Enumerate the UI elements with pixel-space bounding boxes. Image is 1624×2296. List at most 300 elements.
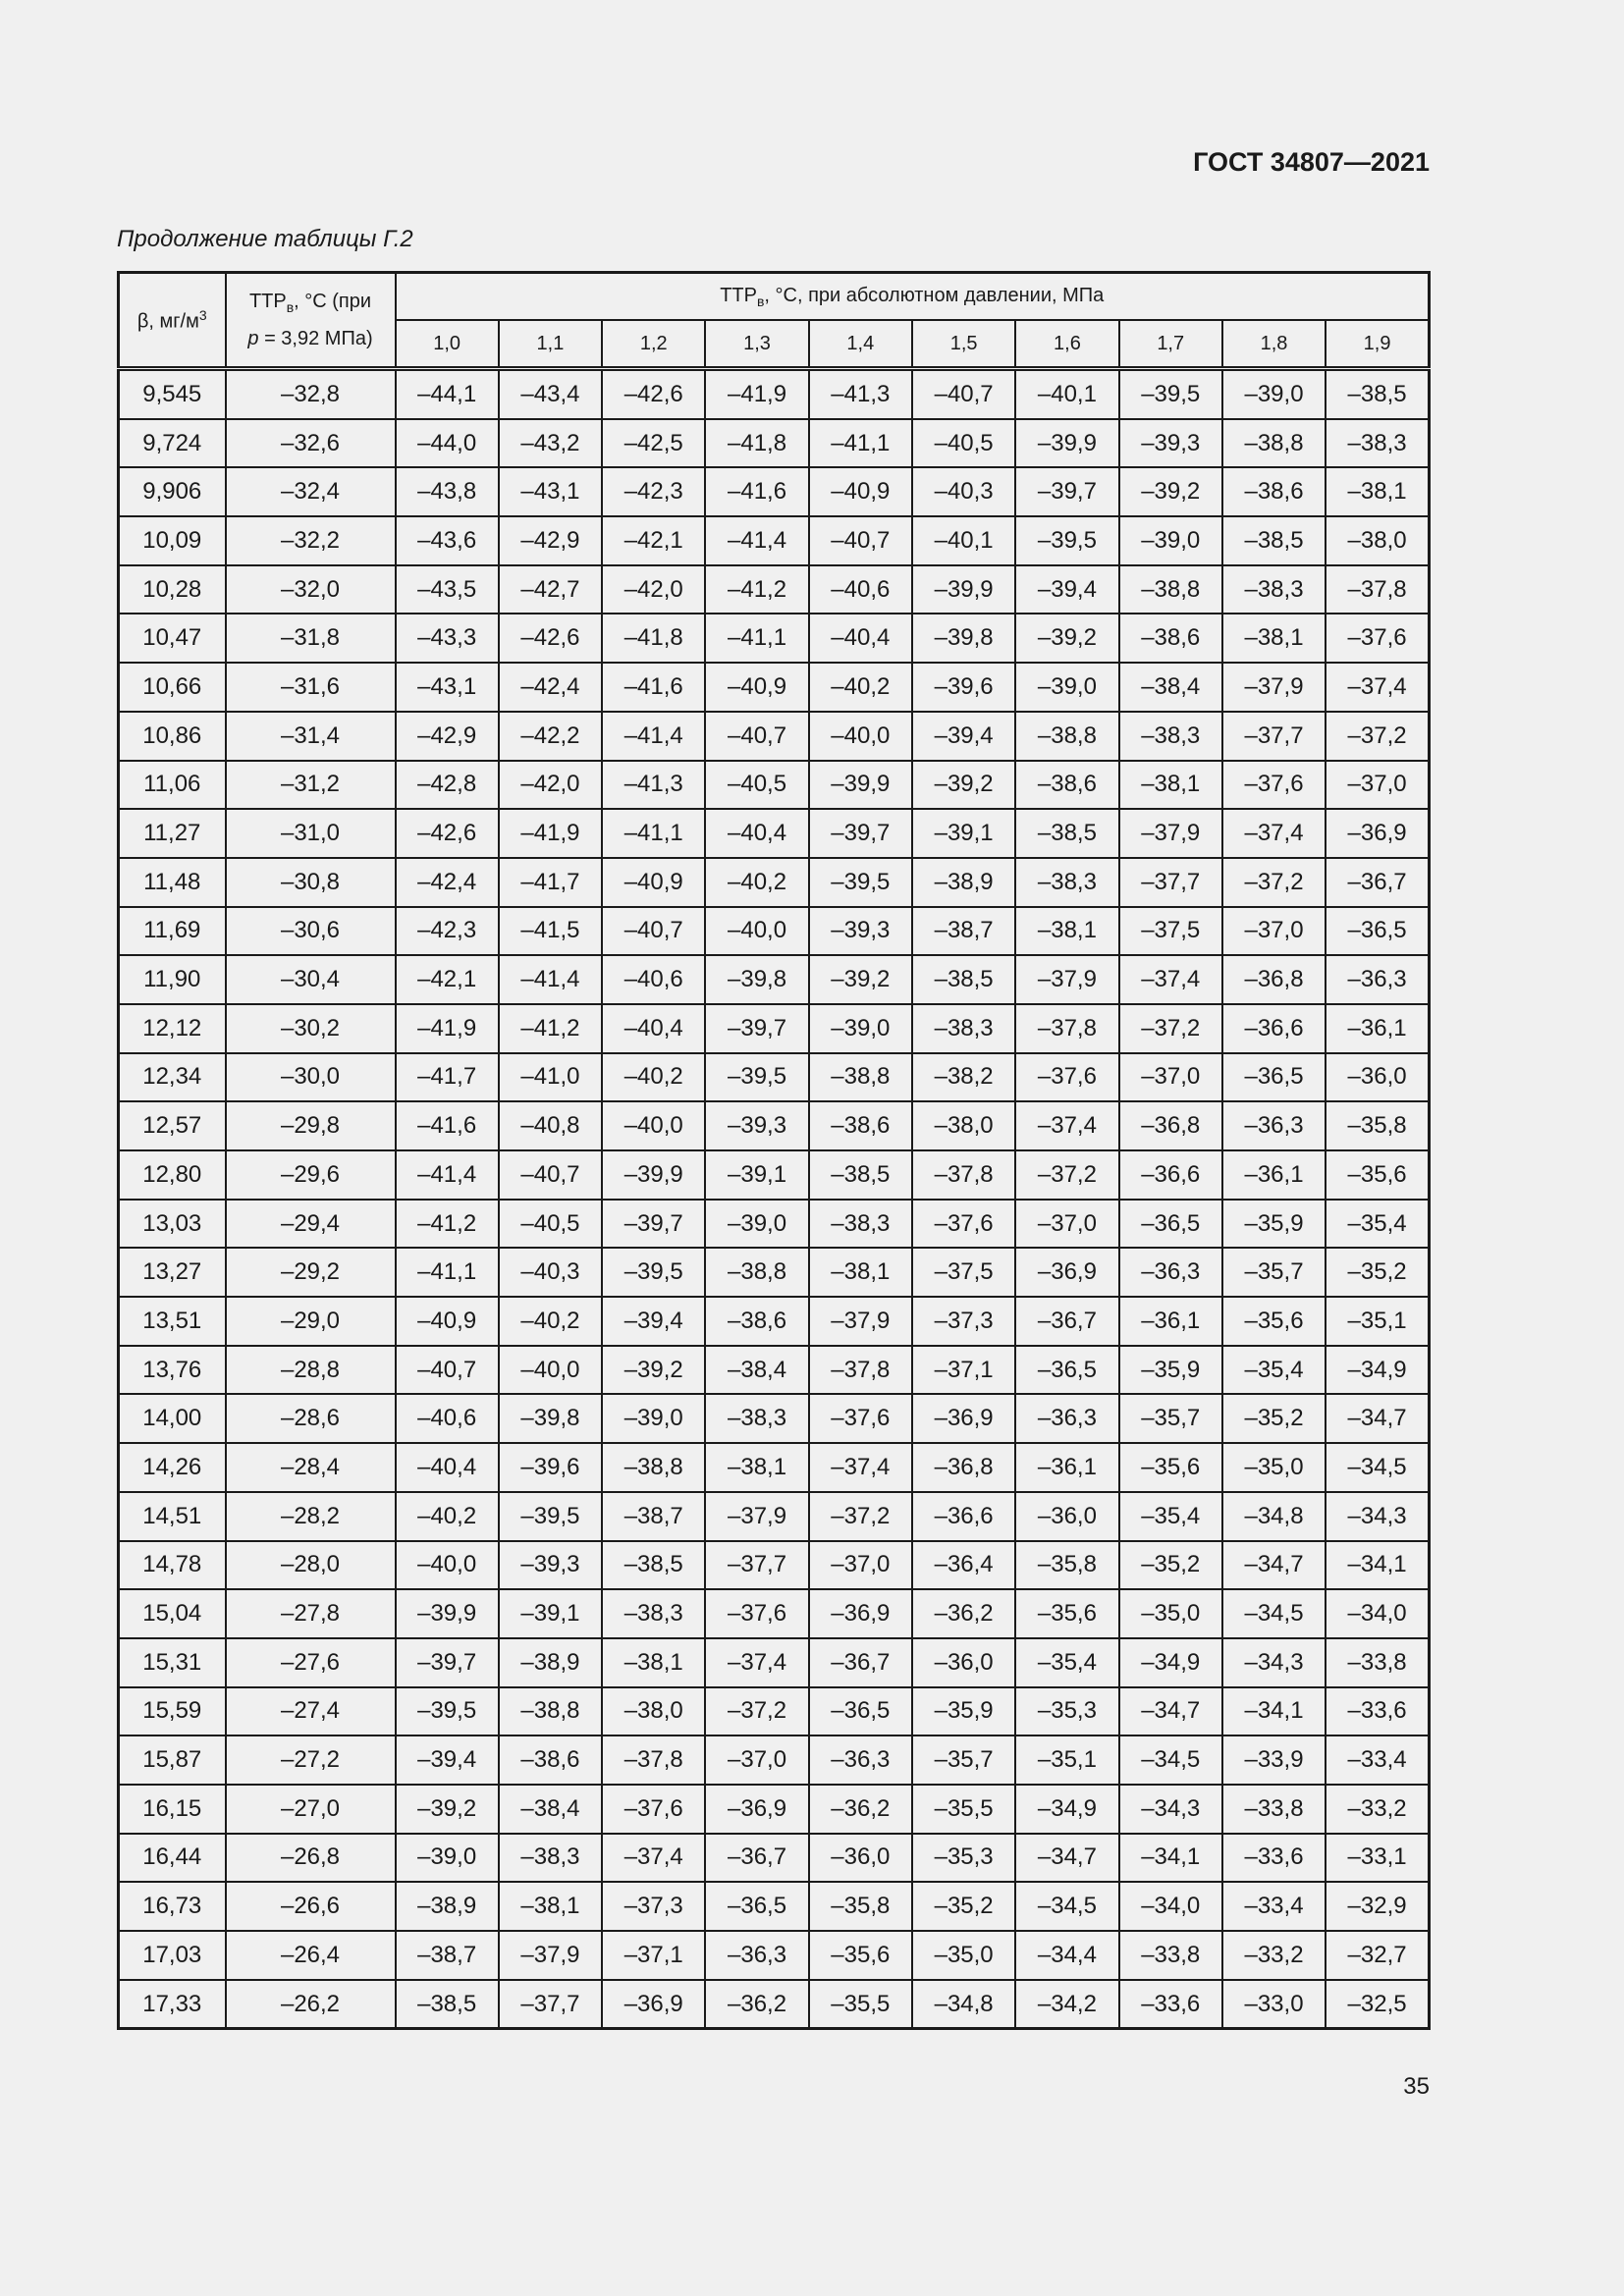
cell-ttr-value: –38,5 bbox=[1015, 809, 1118, 858]
cell-ttr-value: –40,1 bbox=[1015, 369, 1118, 419]
cell-ttr-value: –33,8 bbox=[1326, 1638, 1429, 1687]
cell-ttr-reference: –32,0 bbox=[226, 565, 396, 614]
cell-ttr-value: –37,2 bbox=[705, 1687, 808, 1736]
cell-ttr-value: –39,5 bbox=[396, 1687, 499, 1736]
cell-ttr-value: –40,9 bbox=[809, 467, 912, 516]
table-row bbox=[119, 1443, 1430, 1492]
cell-beta: 10,66 bbox=[119, 663, 226, 712]
table-row bbox=[119, 1882, 1430, 1931]
cell-ttr-value: –38,3 bbox=[602, 1589, 705, 1638]
cell-ttr-value: –40,7 bbox=[499, 1150, 602, 1200]
cell-beta: 11,27 bbox=[119, 809, 226, 858]
cell-ttr-reference: –28,2 bbox=[226, 1492, 396, 1541]
cell-ttr-value: –41,4 bbox=[499, 955, 602, 1004]
cell-ttr-value: –41,2 bbox=[705, 565, 808, 614]
cell-ttr-value: –39,0 bbox=[809, 1004, 912, 1053]
cell-ttr-reference: –31,2 bbox=[226, 761, 396, 810]
cell-ttr-value: –34,7 bbox=[1222, 1541, 1326, 1590]
cell-ttr-value: –38,2 bbox=[912, 1053, 1015, 1102]
ttr-ref-suffix: , °С (при bbox=[294, 291, 372, 312]
cell-ttr-value: –41,1 bbox=[602, 809, 705, 858]
cell-ttr-value: –34,3 bbox=[1326, 1492, 1429, 1541]
header-beta bbox=[119, 273, 226, 369]
cell-ttr-value: –37,8 bbox=[1326, 565, 1429, 614]
cell-ttr-value: –42,5 bbox=[602, 419, 705, 468]
cell-ttr-value: –37,6 bbox=[602, 1785, 705, 1834]
cell-ttr-value: –37,8 bbox=[602, 1735, 705, 1785]
cell-ttr-value: –37,6 bbox=[912, 1200, 1015, 1249]
cell-ttr-reference: –29,0 bbox=[226, 1297, 396, 1346]
cell-ttr-value: –36,9 bbox=[1326, 809, 1429, 858]
cell-ttr-value: –32,7 bbox=[1326, 1931, 1429, 1980]
header-ttr-reference bbox=[226, 273, 396, 369]
cell-ttr-value: –38,5 bbox=[809, 1150, 912, 1200]
cell-ttr-value: –39,7 bbox=[809, 809, 912, 858]
cell-ttr-value: –37,5 bbox=[1119, 907, 1222, 956]
cell-ttr-value: –37,8 bbox=[912, 1150, 1015, 1200]
cell-ttr-value: –39,0 bbox=[1222, 369, 1326, 419]
cell-ttr-value: –36,2 bbox=[705, 1980, 808, 2029]
cell-ttr-value: –38,3 bbox=[1326, 419, 1429, 468]
cell-ttr-value: –41,2 bbox=[396, 1200, 499, 1249]
cell-ttr-value: –34,4 bbox=[1015, 1931, 1118, 1980]
cell-ttr-value: –37,9 bbox=[705, 1492, 808, 1541]
cell-ttr-value: –38,7 bbox=[602, 1492, 705, 1541]
cell-ttr-value: –39,0 bbox=[705, 1200, 808, 1249]
cell-ttr-value: –39,7 bbox=[1015, 467, 1118, 516]
cell-ttr-value: –35,5 bbox=[912, 1785, 1015, 1834]
table-row bbox=[119, 712, 1430, 761]
cell-ttr-value: –41,6 bbox=[602, 663, 705, 712]
cell-ttr-value: –39,9 bbox=[1015, 419, 1118, 468]
cell-ttr-value: –37,7 bbox=[1222, 712, 1326, 761]
cell-ttr-value: –35,4 bbox=[1326, 1200, 1429, 1249]
cell-ttr-value: –39,4 bbox=[396, 1735, 499, 1785]
cell-beta: 14,00 bbox=[119, 1394, 226, 1443]
cell-ttr-reference: –29,6 bbox=[226, 1150, 396, 1200]
cell-ttr-value: –33,2 bbox=[1222, 1931, 1326, 1980]
cell-ttr-value: –37,0 bbox=[705, 1735, 808, 1785]
cell-ttr-value: –36,3 bbox=[1119, 1248, 1222, 1297]
cell-ttr-reference: –30,0 bbox=[226, 1053, 396, 1102]
cell-ttr-value: –37,1 bbox=[602, 1931, 705, 1980]
cell-ttr-value: –38,1 bbox=[1222, 614, 1326, 663]
cell-ttr-value: –36,1 bbox=[1222, 1150, 1326, 1200]
cell-ttr-value: –38,6 bbox=[1119, 614, 1222, 663]
cell-ttr-value: –40,9 bbox=[396, 1297, 499, 1346]
cell-ttr-value: –35,6 bbox=[1222, 1297, 1326, 1346]
cell-ttr-value: –41,8 bbox=[602, 614, 705, 663]
cell-ttr-value: –35,9 bbox=[1222, 1200, 1326, 1249]
cell-ttr-reference: –32,4 bbox=[226, 467, 396, 516]
cell-ttr-value: –36,9 bbox=[705, 1785, 808, 1834]
table-row bbox=[119, 1834, 1430, 1883]
header-beta-sup: 3 bbox=[198, 306, 207, 323]
cell-ttr-value: –37,4 bbox=[602, 1834, 705, 1883]
table-row bbox=[119, 516, 1430, 565]
cell-ttr-reference: –28,0 bbox=[226, 1541, 396, 1590]
cell-ttr-reference: –28,8 bbox=[226, 1346, 396, 1395]
cell-ttr-value: –40,0 bbox=[809, 712, 912, 761]
ttr-ref-sub: в bbox=[286, 299, 295, 315]
cell-ttr-value: –34,7 bbox=[1326, 1394, 1429, 1443]
page-number: 35 bbox=[1403, 2073, 1430, 2100]
cell-ttr-value: –34,5 bbox=[1222, 1589, 1326, 1638]
cell-ttr-value: –34,7 bbox=[1119, 1687, 1222, 1736]
cell-ttr-value: –40,6 bbox=[809, 565, 912, 614]
cell-ttr-value: –41,2 bbox=[499, 1004, 602, 1053]
cell-ttr-value: –42,2 bbox=[499, 712, 602, 761]
cell-ttr-value: –35,2 bbox=[1222, 1394, 1326, 1443]
table-row bbox=[119, 1200, 1430, 1249]
cell-ttr-value: –40,7 bbox=[809, 516, 912, 565]
cell-ttr-value: –43,8 bbox=[396, 467, 499, 516]
header-pressure-group bbox=[396, 273, 1430, 321]
cell-ttr-value: –39,7 bbox=[705, 1004, 808, 1053]
cell-ttr-value: –36,1 bbox=[1326, 1004, 1429, 1053]
cell-ttr-value: –36,0 bbox=[809, 1834, 912, 1883]
cell-ttr-value: –36,9 bbox=[1015, 1248, 1118, 1297]
cell-ttr-value: –33,4 bbox=[1222, 1882, 1326, 1931]
cell-ttr-value: –41,8 bbox=[705, 419, 808, 468]
cell-beta: 13,76 bbox=[119, 1346, 226, 1395]
cell-ttr-value: –39,4 bbox=[602, 1297, 705, 1346]
cell-ttr-value: –38,8 bbox=[499, 1687, 602, 1736]
cell-ttr-value: –35,8 bbox=[1326, 1101, 1429, 1150]
cell-ttr-value: –35,0 bbox=[1222, 1443, 1326, 1492]
cell-ttr-value: –35,6 bbox=[1119, 1443, 1222, 1492]
cell-ttr-value: –42,6 bbox=[396, 809, 499, 858]
cell-ttr-value: –36,7 bbox=[1015, 1297, 1118, 1346]
cell-ttr-value: –40,2 bbox=[499, 1297, 602, 1346]
cell-ttr-value: –38,6 bbox=[499, 1735, 602, 1785]
cell-ttr-value: –38,9 bbox=[912, 858, 1015, 907]
cell-beta: 11,90 bbox=[119, 955, 226, 1004]
cell-ttr-value: –37,2 bbox=[1015, 1150, 1118, 1200]
cell-ttr-value: –34,1 bbox=[1326, 1541, 1429, 1590]
cell-ttr-value: –33,4 bbox=[1326, 1735, 1429, 1785]
cell-ttr-value: –36,5 bbox=[1222, 1053, 1326, 1102]
cell-ttr-value: –38,1 bbox=[705, 1443, 808, 1492]
cell-ttr-value: –41,9 bbox=[499, 809, 602, 858]
cell-ttr-reference: –29,4 bbox=[226, 1200, 396, 1249]
cell-ttr-value: –39,1 bbox=[705, 1150, 808, 1200]
cell-ttr-value: –41,4 bbox=[396, 1150, 499, 1200]
cell-ttr-value: –39,3 bbox=[705, 1101, 808, 1150]
table-row bbox=[119, 1004, 1430, 1053]
cell-ttr-value: –43,4 bbox=[499, 369, 602, 419]
cell-ttr-reference: –31,8 bbox=[226, 614, 396, 663]
cell-ttr-value: –43,2 bbox=[499, 419, 602, 468]
table-caption: Продолжение таблицы Г.2 bbox=[117, 226, 413, 252]
cell-ttr-value: –40,8 bbox=[499, 1101, 602, 1150]
cell-ttr-value: –36,0 bbox=[1015, 1492, 1118, 1541]
table-row bbox=[119, 419, 1430, 468]
header-pressure-1: 1,1 bbox=[499, 320, 602, 369]
cell-ttr-value: –39,8 bbox=[705, 955, 808, 1004]
cell-ttr-value: –38,7 bbox=[912, 907, 1015, 956]
cell-ttr-value: –40,4 bbox=[809, 614, 912, 663]
cell-ttr-reference: –27,0 bbox=[226, 1785, 396, 1834]
cell-ttr-value: –35,0 bbox=[1119, 1589, 1222, 1638]
ttr-ref-prefix: ТТР bbox=[248, 291, 287, 312]
cell-ttr-value: –33,0 bbox=[1222, 1980, 1326, 2029]
cell-beta: 12,12 bbox=[119, 1004, 226, 1053]
cell-ttr-value: –33,6 bbox=[1326, 1687, 1429, 1736]
cell-ttr-value: –41,1 bbox=[705, 614, 808, 663]
cell-ttr-value: –39,3 bbox=[809, 907, 912, 956]
cell-ttr-value: –36,0 bbox=[912, 1638, 1015, 1687]
cell-ttr-value: –40,7 bbox=[396, 1346, 499, 1395]
table-row bbox=[119, 1687, 1430, 1736]
cell-ttr-value: –36,4 bbox=[912, 1541, 1015, 1590]
cell-ttr-value: –40,0 bbox=[705, 907, 808, 956]
cell-ttr-value: –38,6 bbox=[809, 1101, 912, 1150]
cell-beta: 14,26 bbox=[119, 1443, 226, 1492]
cell-ttr-value: –37,7 bbox=[705, 1541, 808, 1590]
cell-ttr-value: –38,1 bbox=[1119, 761, 1222, 810]
cell-ttr-value: –38,5 bbox=[1326, 369, 1429, 419]
cell-ttr-value: –38,8 bbox=[705, 1248, 808, 1297]
cell-beta: 11,69 bbox=[119, 907, 226, 956]
table-row bbox=[119, 1541, 1430, 1590]
table-row bbox=[119, 1589, 1430, 1638]
cell-beta: 13,27 bbox=[119, 1248, 226, 1297]
header-pressure-9: 1,9 bbox=[1326, 320, 1429, 369]
cell-ttr-value: –42,4 bbox=[499, 663, 602, 712]
cell-ttr-value: –38,9 bbox=[396, 1882, 499, 1931]
cell-ttr-value: –35,1 bbox=[1015, 1735, 1118, 1785]
cell-ttr-value: –33,2 bbox=[1326, 1785, 1429, 1834]
cell-ttr-value: –36,3 bbox=[809, 1735, 912, 1785]
cell-ttr-value: –34,1 bbox=[1222, 1687, 1326, 1736]
cell-ttr-value: –37,9 bbox=[1015, 955, 1118, 1004]
cell-ttr-value: –35,2 bbox=[912, 1882, 1015, 1931]
cell-ttr-value: –36,5 bbox=[1119, 1200, 1222, 1249]
cell-ttr-value: –43,6 bbox=[396, 516, 499, 565]
cell-ttr-value: –39,9 bbox=[602, 1150, 705, 1200]
cell-ttr-value: –41,4 bbox=[602, 712, 705, 761]
cell-ttr-value: –35,6 bbox=[809, 1931, 912, 1980]
cell-ttr-value: –37,9 bbox=[1222, 663, 1326, 712]
cell-beta: 15,59 bbox=[119, 1687, 226, 1736]
cell-ttr-value: –42,1 bbox=[602, 516, 705, 565]
table-row bbox=[119, 1248, 1430, 1297]
cell-ttr-value: –39,0 bbox=[1119, 516, 1222, 565]
cell-beta: 11,06 bbox=[119, 761, 226, 810]
cell-ttr-value: –42,6 bbox=[602, 369, 705, 419]
cell-ttr-value: –37,3 bbox=[602, 1882, 705, 1931]
cell-ttr-value: –36,6 bbox=[1222, 1004, 1326, 1053]
cell-ttr-value: –37,9 bbox=[499, 1931, 602, 1980]
cell-ttr-value: –37,4 bbox=[809, 1443, 912, 1492]
cell-ttr-value: –35,7 bbox=[1222, 1248, 1326, 1297]
cell-ttr-reference: –30,6 bbox=[226, 907, 396, 956]
cell-ttr-value: –37,6 bbox=[1222, 761, 1326, 810]
cell-ttr-value: –38,3 bbox=[1015, 858, 1118, 907]
cell-ttr-value: –37,7 bbox=[1119, 858, 1222, 907]
cell-ttr-value: –35,7 bbox=[912, 1735, 1015, 1785]
cell-ttr-value: –41,3 bbox=[602, 761, 705, 810]
cell-ttr-value: –41,3 bbox=[809, 369, 912, 419]
cell-ttr-value: –37,4 bbox=[1119, 955, 1222, 1004]
cell-beta: 9,545 bbox=[119, 369, 226, 419]
cell-ttr-value: –36,6 bbox=[912, 1492, 1015, 1541]
cell-ttr-value: –41,5 bbox=[499, 907, 602, 956]
cell-ttr-reference: –26,6 bbox=[226, 1882, 396, 1931]
cell-beta: 13,03 bbox=[119, 1200, 226, 1249]
cell-ttr-reference: –29,2 bbox=[226, 1248, 396, 1297]
cell-ttr-value: –34,0 bbox=[1119, 1882, 1222, 1931]
cell-beta: 10,47 bbox=[119, 614, 226, 663]
cell-ttr-value: –37,0 bbox=[1119, 1053, 1222, 1102]
cell-ttr-value: –38,0 bbox=[1326, 516, 1429, 565]
cell-ttr-value: –38,8 bbox=[809, 1053, 912, 1102]
table-row bbox=[119, 1785, 1430, 1834]
cell-beta: 10,28 bbox=[119, 565, 226, 614]
cell-ttr-value: –41,6 bbox=[396, 1101, 499, 1150]
cell-ttr-value: –40,4 bbox=[705, 809, 808, 858]
cell-ttr-value: –40,7 bbox=[602, 907, 705, 956]
cell-ttr-value: –35,6 bbox=[1015, 1589, 1118, 1638]
cell-ttr-reference: –30,2 bbox=[226, 1004, 396, 1053]
cell-ttr-value: –39,2 bbox=[912, 761, 1015, 810]
table-row bbox=[119, 369, 1430, 419]
cell-ttr-value: –34,9 bbox=[1119, 1638, 1222, 1687]
cell-ttr-value: –35,9 bbox=[1119, 1346, 1222, 1395]
cell-ttr-value: –37,2 bbox=[1222, 858, 1326, 907]
table-row bbox=[119, 1394, 1430, 1443]
table-row bbox=[119, 809, 1430, 858]
cell-ttr-value: –38,5 bbox=[602, 1541, 705, 1590]
cell-ttr-value: –35,4 bbox=[1119, 1492, 1222, 1541]
cell-ttr-value: –36,5 bbox=[705, 1882, 808, 1931]
cell-ttr-value: –40,5 bbox=[705, 761, 808, 810]
cell-ttr-value: –36,5 bbox=[1326, 907, 1429, 956]
cell-ttr-value: –41,7 bbox=[499, 858, 602, 907]
cell-ttr-value: –36,1 bbox=[1015, 1443, 1118, 1492]
cell-ttr-value: –38,8 bbox=[602, 1443, 705, 1492]
cell-ttr-value: –33,6 bbox=[1222, 1834, 1326, 1883]
cell-ttr-value: –37,4 bbox=[1015, 1101, 1118, 1150]
cell-ttr-value: –39,5 bbox=[1015, 516, 1118, 565]
cell-ttr-value: –37,0 bbox=[1222, 907, 1326, 956]
cell-ttr-value: –37,9 bbox=[1119, 809, 1222, 858]
table-row bbox=[119, 955, 1430, 1004]
cell-ttr-value: –39,4 bbox=[1015, 565, 1118, 614]
cell-ttr-value: –35,3 bbox=[912, 1834, 1015, 1883]
cell-ttr-value: –43,3 bbox=[396, 614, 499, 663]
cell-beta: 14,78 bbox=[119, 1541, 226, 1590]
cell-ttr-value: –35,0 bbox=[912, 1931, 1015, 1980]
cell-ttr-value: –38,3 bbox=[1222, 565, 1326, 614]
table-row bbox=[119, 467, 1430, 516]
cell-ttr-value: –36,5 bbox=[1015, 1346, 1118, 1395]
header-pressure-6: 1,6 bbox=[1015, 320, 1118, 369]
cell-ttr-value: –36,7 bbox=[809, 1638, 912, 1687]
cell-ttr-reference: –31,4 bbox=[226, 712, 396, 761]
cell-ttr-value: –40,2 bbox=[705, 858, 808, 907]
cell-ttr-value: –34,5 bbox=[1326, 1443, 1429, 1492]
cell-ttr-value: –37,3 bbox=[912, 1297, 1015, 1346]
cell-beta: 17,03 bbox=[119, 1931, 226, 1980]
cell-ttr-value: –37,8 bbox=[809, 1346, 912, 1395]
cell-ttr-value: –38,3 bbox=[912, 1004, 1015, 1053]
cell-ttr-value: –36,8 bbox=[1222, 955, 1326, 1004]
cell-ttr-value: –35,9 bbox=[912, 1687, 1015, 1736]
cell-ttr-value: –36,9 bbox=[602, 1980, 705, 2029]
cell-ttr-value: –36,7 bbox=[705, 1834, 808, 1883]
cell-ttr-value: –42,9 bbox=[499, 516, 602, 565]
cell-ttr-value: –34,5 bbox=[1119, 1735, 1222, 1785]
cell-ttr-reference: –28,4 bbox=[226, 1443, 396, 1492]
cell-ttr-value: –35,6 bbox=[1326, 1150, 1429, 1200]
cell-ttr-reference: –30,8 bbox=[226, 858, 396, 907]
cell-ttr-value: –40,2 bbox=[809, 663, 912, 712]
header-pressure-8: 1,8 bbox=[1222, 320, 1326, 369]
cell-ttr-value: –34,3 bbox=[1222, 1638, 1326, 1687]
cell-ttr-reference: –29,8 bbox=[226, 1101, 396, 1150]
cell-ttr-value: –39,6 bbox=[499, 1443, 602, 1492]
cell-ttr-reference: –32,6 bbox=[226, 419, 396, 468]
cell-ttr-value: –38,6 bbox=[705, 1297, 808, 1346]
cell-ttr-value: –40,0 bbox=[499, 1346, 602, 1395]
cell-ttr-value: –38,4 bbox=[1119, 663, 1222, 712]
cell-ttr-value: –42,7 bbox=[499, 565, 602, 614]
table-row bbox=[119, 1053, 1430, 1102]
cell-beta: 12,57 bbox=[119, 1101, 226, 1150]
table-row bbox=[119, 1346, 1430, 1395]
cell-ttr-reference: –26,4 bbox=[226, 1931, 396, 1980]
cell-ttr-value: –37,2 bbox=[809, 1492, 912, 1541]
cell-ttr-value: –38,1 bbox=[1326, 467, 1429, 516]
cell-beta: 16,73 bbox=[119, 1882, 226, 1931]
table-row bbox=[119, 1931, 1430, 1980]
cell-ttr-value: –38,9 bbox=[499, 1638, 602, 1687]
cell-ttr-value: –38,3 bbox=[705, 1394, 808, 1443]
cell-ttr-value: –37,6 bbox=[705, 1589, 808, 1638]
cell-ttr-reference: –26,2 bbox=[226, 1980, 396, 2029]
cell-beta: 10,86 bbox=[119, 712, 226, 761]
data-table bbox=[117, 271, 1431, 2030]
cell-ttr-value: –39,7 bbox=[602, 1200, 705, 1249]
cell-ttr-value: –39,2 bbox=[602, 1346, 705, 1395]
cell-ttr-value: –36,8 bbox=[912, 1443, 1015, 1492]
cell-ttr-value: –36,0 bbox=[1326, 1053, 1429, 1102]
cell-ttr-value: –39,5 bbox=[602, 1248, 705, 1297]
header-pressure-2: 1,2 bbox=[602, 320, 705, 369]
cell-ttr-value: –42,3 bbox=[396, 907, 499, 956]
cell-ttr-value: –40,3 bbox=[912, 467, 1015, 516]
cell-ttr-value: –39,1 bbox=[499, 1589, 602, 1638]
cell-ttr-value: –35,2 bbox=[1326, 1248, 1429, 1297]
cell-ttr-value: –35,4 bbox=[1015, 1638, 1118, 1687]
cell-ttr-value: –40,7 bbox=[705, 712, 808, 761]
table-row bbox=[119, 907, 1430, 956]
cell-ttr-value: –40,2 bbox=[602, 1053, 705, 1102]
cell-ttr-value: –41,4 bbox=[705, 516, 808, 565]
cell-ttr-reference: –32,2 bbox=[226, 516, 396, 565]
table-row bbox=[119, 1980, 1430, 2029]
cell-ttr-value: –38,4 bbox=[705, 1346, 808, 1395]
cell-ttr-value: –37,2 bbox=[1326, 712, 1429, 761]
cell-ttr-value: –40,5 bbox=[499, 1200, 602, 1249]
cell-ttr-value: –38,6 bbox=[1015, 761, 1118, 810]
cell-ttr-value: –39,2 bbox=[1015, 614, 1118, 663]
cell-ttr-value: –39,5 bbox=[705, 1053, 808, 1102]
cell-beta: 12,34 bbox=[119, 1053, 226, 1102]
header-beta-text: β, мг/м bbox=[136, 310, 199, 333]
